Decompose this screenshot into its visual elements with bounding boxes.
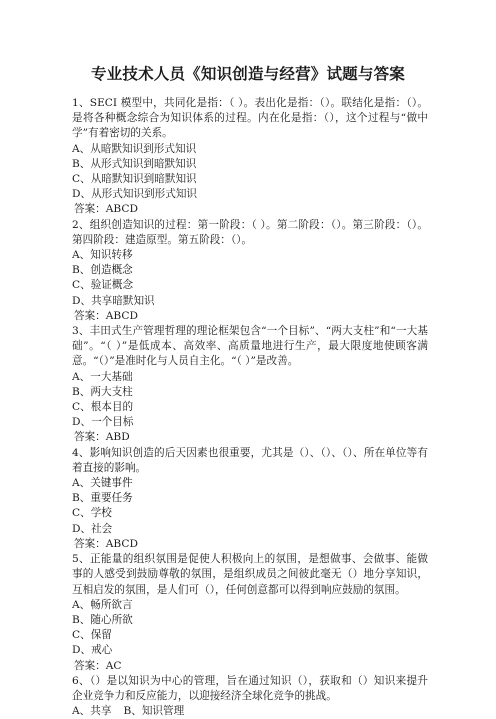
question-1-option-d: D、从形式知识到形式知识 [72,188,198,201]
question-2-option-b: B、创造概念 [72,264,133,277]
question-2-option-d: D、共享暗默知识 [72,294,155,307]
question-4-option-d: D、社会 [72,522,113,535]
question-3-answer: 答案：ABD [74,431,130,444]
question-4-option-a: A、关键事件 [72,477,133,490]
question-1-text: 1、SECI 模型中，共同化是指：（ ）。表出化是指：（）。联结化是指：（）。是将各种概念综合为知识体系的过程。内在化是指：（），这个过程与“做中学”有着密切的关系。 [72,97,428,140]
question-1-answer: 答案：ABCD [74,203,139,216]
question-2-answer: 答案：ABCD [74,309,139,322]
question-1-option-b: B、从形式知识到暗默知识 [72,157,197,170]
question-3-option-b: B、两大支柱 [72,385,133,398]
question-2-option-c: C、验证概念 [72,279,134,292]
question-4-option-c: C、学校 [72,507,112,520]
question-5-option-b: B、随心所欲 [72,613,133,626]
question-1-option-c: C、从暗默知识到暗默知识 [72,173,197,186]
question-5-answer: 答案：AC [74,659,122,672]
question-1-option-a: A、从暗默知识到形式知识 [72,142,197,155]
question-5-text: 5、正能量的组织氛围是促使人积极向上的氛围，是想做事、会做事、能做事的人感受到鼓励尊敬的氛围，是组织成员之间彼此毫无（）地分享知识，互相启发的氛围，是人们可（），任何创意都可以得到响应鼓励的氛围。 [72,553,428,596]
question-4-answer: 答案：ABCD [74,537,139,550]
question-4-text: 4、影响知识创造的后天因素也很重要，尤其是（）、（）、（）、所在单位等有着直接的影响。 [72,446,428,474]
question-list [72,96,428,719]
question-6-options-row [72,704,428,719]
question-5-option-c: C、保留 [72,629,112,642]
question-6-option-a: A、共享 [72,705,112,718]
question-5-option-a: A、畅所欲言 [72,598,133,611]
question-3-option-c: C、根本目的 [72,401,134,414]
page-title: 专业技术人员《知识创造与经营》试题与答案 [90,65,405,83]
question-4-option-b: B、重要任务 [72,492,133,505]
question-3-text: 3、丰田式生产管理哲理的理论框架包含“一个目标”、“两大支柱”和“一大基础”。“（ ）”是低成本、高效率、高质量地进行生产，最大限度地使顾客满意。“（）”是准时化与人员自主化。“（ ）”是改善。 [72,325,428,368]
question-2-option-a: A、知识转移 [72,249,133,262]
question-6-option-b: B、知识管理 [123,705,185,718]
question-6-text: 6、（）是以知识为中心的管理，旨在通过知识（），获取和（）知识来提升企业竞争力和反应能力，以迎接经济全球化竞争的挑战。 [72,674,428,702]
question-2-text: 2、组织创造知识的过程：第一阶段：（ ）。第二阶段：（）。第三阶段：（）。第四阶段：建造原型。第五阶段：（）。 [72,218,428,246]
question-3-option-a: A、一大基础 [72,370,133,383]
question-3-option-d: D、一个目标 [72,416,134,429]
question-5-option-d: D、戒心 [72,644,113,657]
